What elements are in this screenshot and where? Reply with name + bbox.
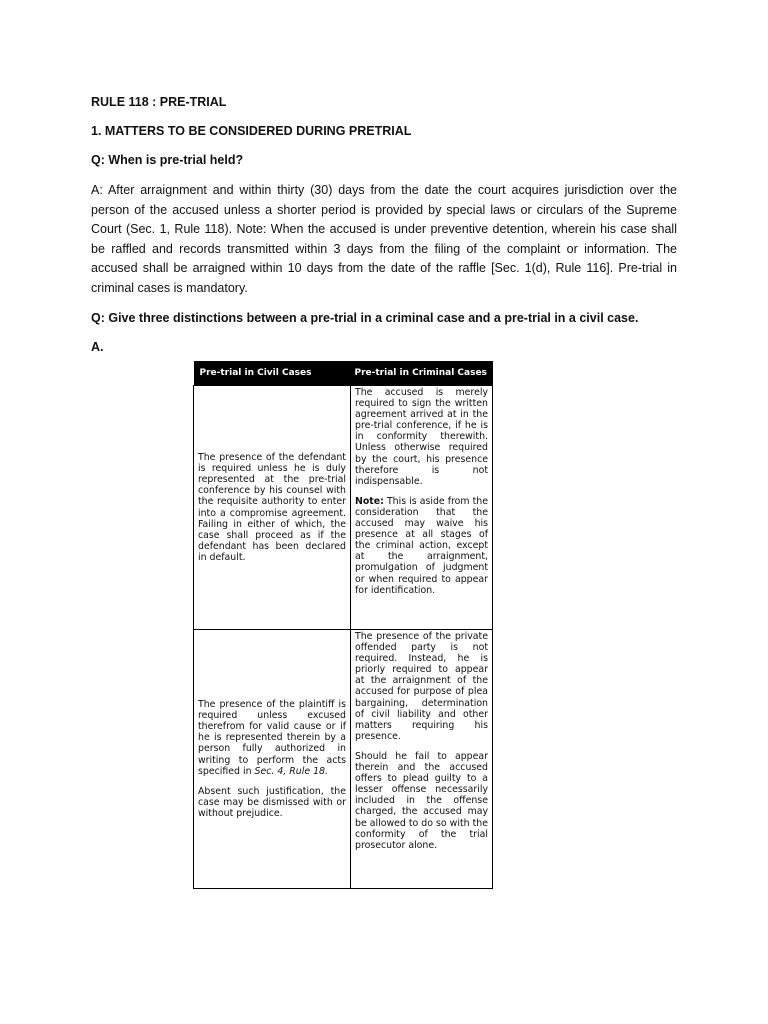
cell-criminal-offended-party [351,630,493,889]
document-body [91,94,677,355]
civil-plaintiff-text [198,699,346,777]
cell-criminal-accused [351,386,493,630]
civil-defendant-text: The presence of the defendant is required unless he is duly represented at the pre-trial conference by his counsel with the requisite authority to enter into a compromise agreement. Failing in either of which, the case shall proceed as if the defendant has been declared in default. [198,452,346,563]
criminal-offended-party-text: The presence of the private offended party is not required. Instead, he is priorly required to appear at the arraignment of the accused for purpose of plea bargaining, determination of civil liability and other matters requiring his presence. [355,631,488,742]
note-text: This is aside from the consideration that the accused may waive his presence at all stages of the criminal action, except at the arraignment, promulgation of judgment or when required to appear for identification. [355,495,488,596]
answer-1: A: After arraignment and within thirty (30) days from the date the court acquires jurisdiction over the person of the accused unless a shorter period is provided by special laws or circulars of the Supreme Court (Sec. 1, Rule 118). Note: When the accused is under preventive detention, wherein his case shall be raffled and records transmitted within 3 days from the filing of the complaint or information. The accused shall be arraigned within 10 days from the date of the raffle [Sec. 1(d), Rule 116]. Pre-trial in criminal cases is mandatory. [91,183,677,295]
section-title: 1. MATTERS TO BE CONSIDERED DURING PRETRIAL [91,124,412,138]
civil-plaintiff-citation: Sec. 4, Rule 18. [254,765,328,777]
table-header-row [194,361,493,386]
civil-plaintiff-dismissal: Absent such justification, the case may be dismissed with or without prejudice. [198,785,346,819]
rule-title: RULE 118 : PRE-TRIAL [91,95,227,109]
table-row [194,630,493,889]
question-2: Q: Give three distinctions between a pre-trial in a criminal case and a pre-trial in a civil case. [91,310,639,325]
header-civil: Pre-trial in Civil Cases [194,361,351,386]
criminal-accused-text: The accused is merely required to sign the written agreement arrived at in the pre-trial conference, if he is in conformity therewith. Unless otherwise required by the court, his presence therefore is not indispensable. [355,387,488,487]
cell-civil-defendant [194,386,351,630]
question-1: Q: When is pre-trial held? [91,153,244,167]
cell-civil-plaintiff [194,630,351,889]
criminal-accused-note [355,496,488,596]
header-criminal: Pre-trial in Criminal Cases [351,361,493,386]
comparison-table [193,361,493,889]
criminal-offended-party-plea: Should he fail to appear therein and the accused offers to plead guilty to a lesser offense necessarily included in the offense charged, the accused may be allowed to do so with the conformity of the trial prosecutor alone. [355,750,488,851]
civil-plaintiff-main: The presence of the plaintiff is required unless excused therefrom for valid cause or if he is represented therein by a person fully authorized in writing to perform the acts specified in [198,699,346,777]
note-label: Note: [355,495,384,507]
answer-2-label: A. [91,339,104,354]
table-row [194,386,493,630]
